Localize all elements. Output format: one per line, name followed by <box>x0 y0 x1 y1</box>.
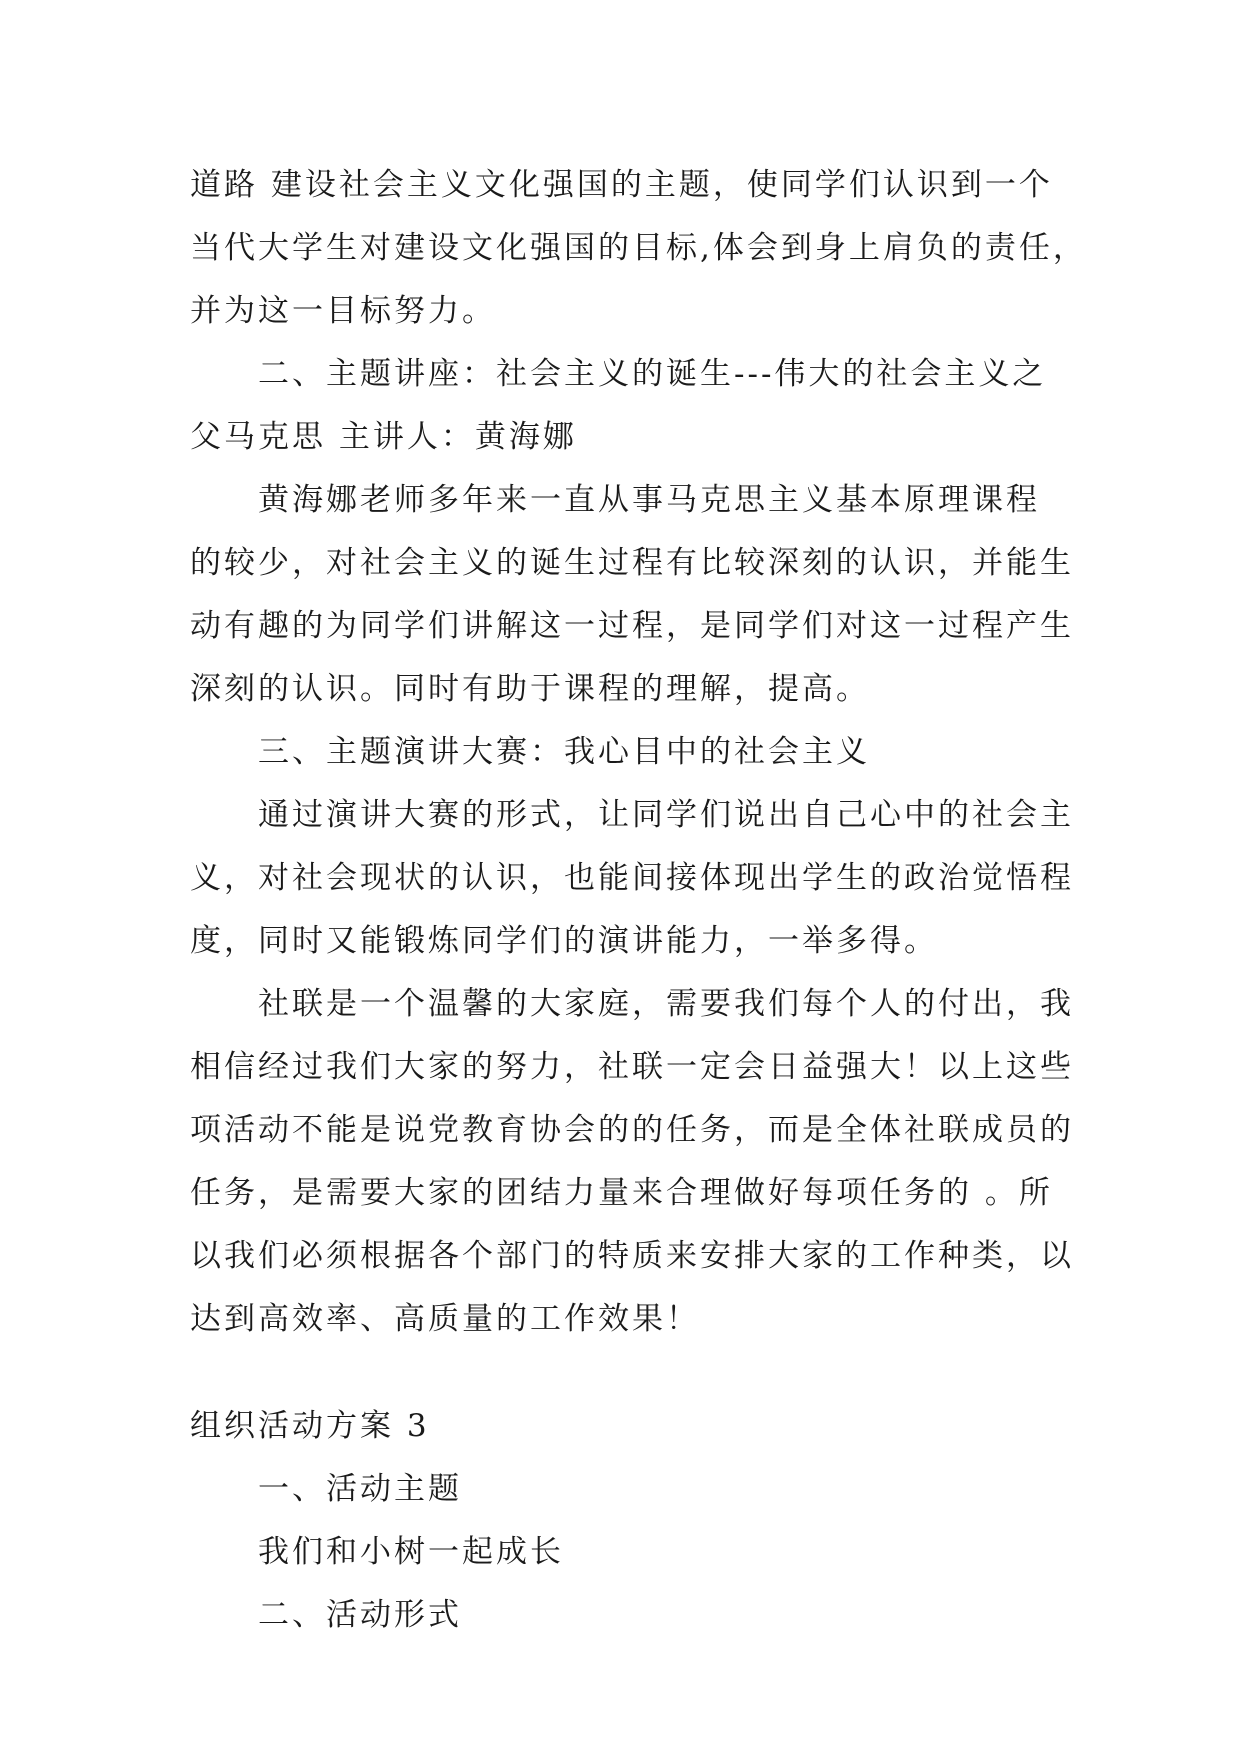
text-line: 当代大学生对建设文化强国的目标,体会到身上肩负的责任， <box>190 230 1087 266</box>
section-heading: 一、活动主题 <box>258 1471 462 1507</box>
paragraph-start: 通过演讲大赛的形式，让同学们说出自己心中的社会主 <box>258 797 1074 833</box>
plan-title: 组织活动方案 3 <box>190 1408 430 1444</box>
text-line: 动有趣的为同学们讲解这一过程，是同学们对这一过程产生 <box>190 608 1074 644</box>
text-line: 道路 建设社会主义文化强国的主题，使同学们认识到一个 <box>190 167 1053 203</box>
text-line: 义，对社会现状的认识，也能间接体现出学生的政治觉悟程 <box>190 860 1074 896</box>
paragraph-start: 社联是一个温馨的大家庭，需要我们每个人的付出，我 <box>258 986 1074 1022</box>
paragraph-start: 黄海娜老师多年来一直从事马克思主义基本原理课程 <box>258 482 1040 518</box>
text-line: 我们和小树一起成长 <box>258 1534 564 1570</box>
text-line: 项活动不能是说党教育协会的的任务，而是全体社联成员的 <box>190 1112 1074 1148</box>
section-heading: 三、主题演讲大赛：我心目中的社会主义 <box>258 734 870 770</box>
text-line: 深刻的认识。同时有助于课程的理解，提高。 <box>190 671 870 707</box>
text-line: 任务，是需要大家的团结力量来合理做好每项任务的 。所 <box>190 1175 1053 1211</box>
section-heading: 二、主题讲座：社会主义的诞生---伟大的社会主义之 <box>258 356 1047 392</box>
text-line: 并为这一目标努力。 <box>190 293 496 329</box>
section-heading: 二、活动形式 <box>258 1597 462 1633</box>
text-line: 度，同时又能锻炼同学们的演讲能力，一举多得。 <box>190 923 938 959</box>
text-line: 达到高效率、高质量的工作效果！ <box>190 1301 700 1337</box>
text-line: 相信经过我们大家的努力，社联一定会日益强大！以上这些 <box>190 1049 1074 1085</box>
text-line: 父马克思 主讲人：黄海娜 <box>190 419 577 455</box>
text-line: 的较少，对社会主义的诞生过程有比较深刻的认识，并能生 <box>190 545 1074 581</box>
text-line: 以我们必须根据各个部门的特质来安排大家的工作种类，以 <box>190 1238 1074 1274</box>
